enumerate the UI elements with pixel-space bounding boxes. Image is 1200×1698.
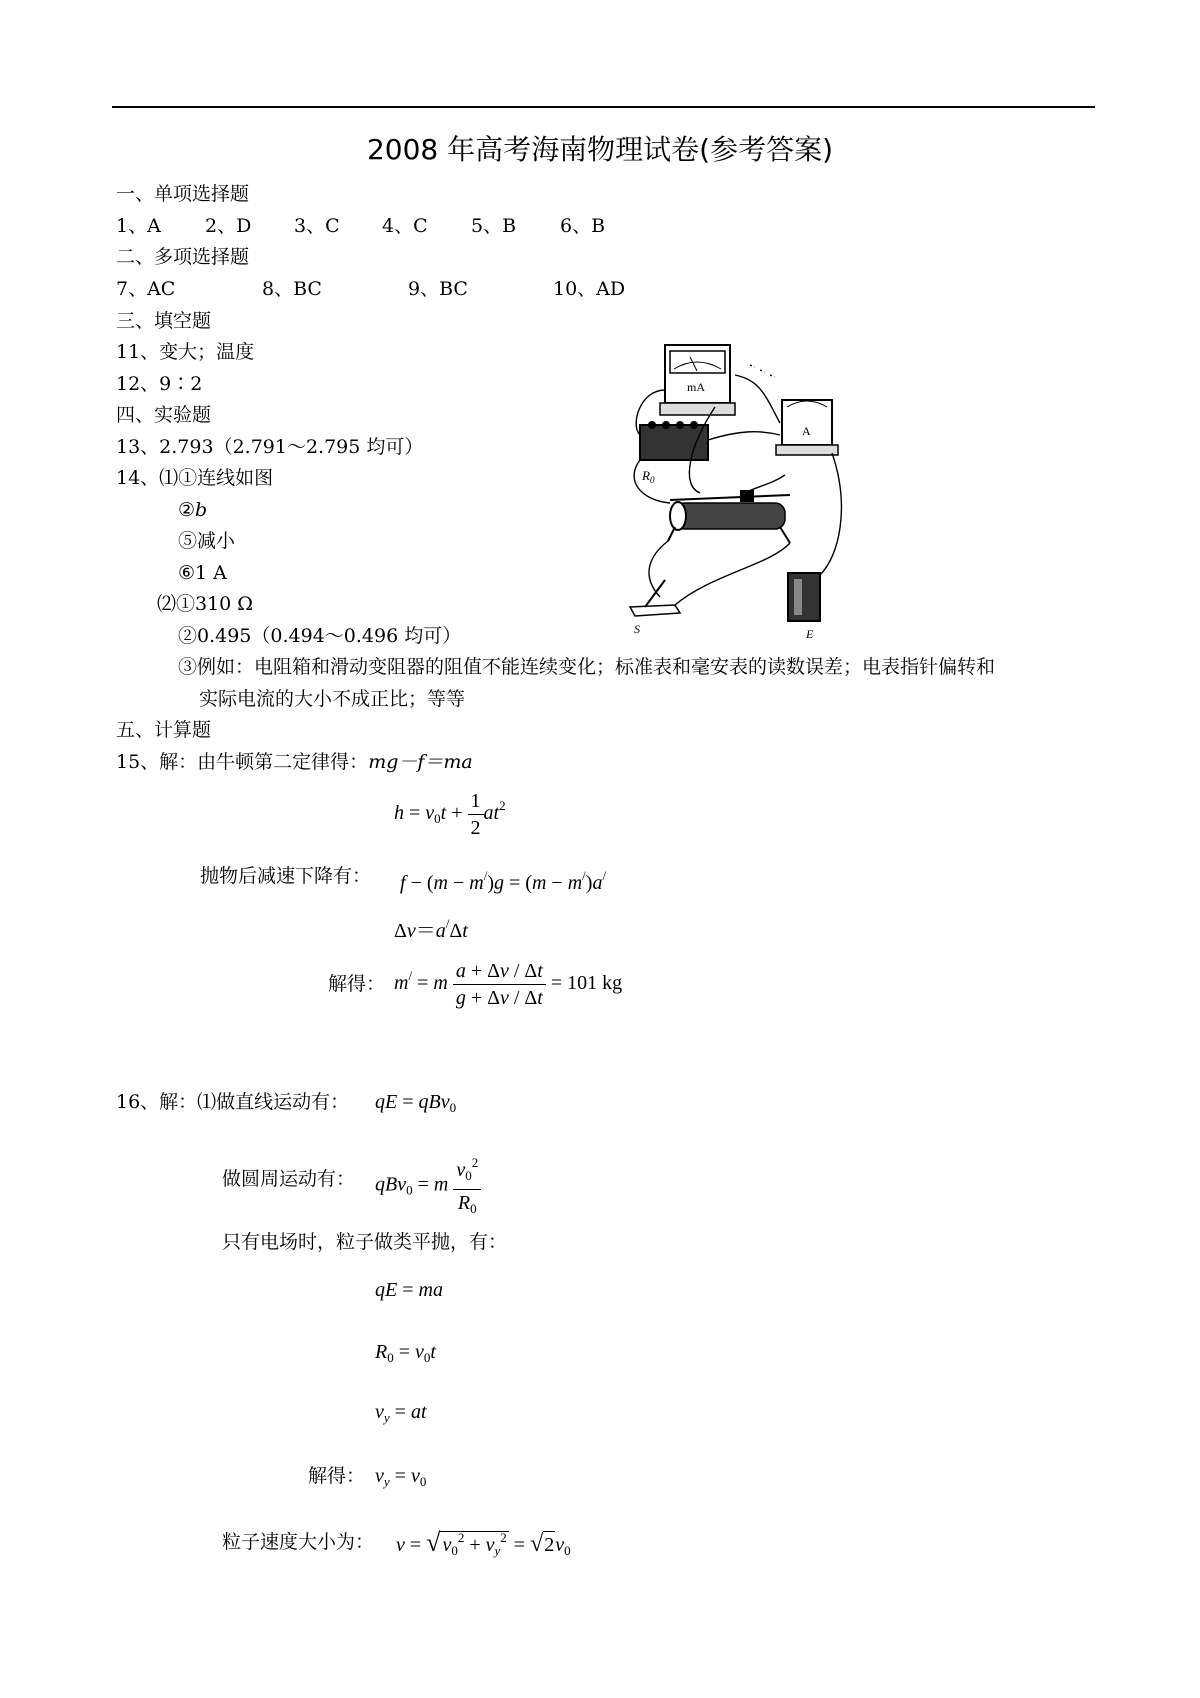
a-label: A [802,424,811,438]
ma-label: mA [687,380,705,394]
answer-11: 11、变大；温度 [116,341,255,363]
answer-2: 2、D [205,215,252,237]
answer-14-part2-1: ⑵①310 Ω [157,593,254,615]
answer-1: 1、A [116,215,161,237]
q15-after-throw: 抛物后减速下降有： [200,865,372,887]
q16-eq-speed: v = √ $v_0^2 + v_y^2 = √2v_0$ [396,1528,571,1558]
e-label: E [806,627,814,641]
section-single-choice: 一、单项选择题 [116,183,250,205]
switch [630,580,680,636]
r0-label: $R_0$ [642,468,655,485]
section-fill: 三、填空题 [116,310,212,332]
answer-10: 10、AD [553,278,626,300]
q16-eq-straight: qE = qBv$_0$ [375,1091,457,1115]
q15-prefix: 15、解：由牛顿第二定律得：mg－f＝ma [116,751,473,773]
section-calc: 五、计算题 [116,719,212,741]
rheostat [668,490,790,543]
top-rule [112,106,1095,108]
answer-8: 8、BC [262,278,322,300]
answer-3: 3、C [294,215,340,237]
q16-only-e: 只有电场时，粒子做类平抛，有： [222,1231,508,1253]
q16-eq-vy-result: $v_y = v_0$ [375,1465,427,1489]
s-label: S [634,622,640,636]
q16-eq-circle: qBv$_0$ = m $\frac{v_0^2}{R_0}$ [375,1150,481,1222]
ammeter [776,400,838,455]
answer-14-2: ②b [178,499,208,521]
answer-7: 7、AC [116,278,176,300]
answer-14-part2-2: ②0.495（0.494～0.496 均可） [178,625,462,647]
resistance-box [640,421,708,485]
answer-14-head: 14、⑴①连线如图 [116,467,274,489]
milliammeter [660,345,735,415]
answer-4: 4、C [382,215,428,237]
q16-eq-qe: qE = ma [375,1279,443,1301]
q16-eq-vy: $v_y$ = at [375,1401,427,1425]
answer-14-5: ⑤减小 [178,530,236,552]
battery [788,573,820,641]
answer-9: 9、BC [408,278,468,300]
q15-eq-h: $h = v_0t$ + $\frac{1}{2}$ $at^2$ [394,790,506,839]
answer-14-part2-3a: ③例如：电阻箱和滑动变阻器的阻值不能连续变化；标准表和毫安表的读数误差；电表指针偏转和 [178,656,996,678]
answer-14-6: ⑥1 A [178,562,227,584]
q15-eq-decel: f − (m − m/)g = (m − m/)a/ [400,868,607,894]
q16-prefix: 16、解：⑴做直线运动有： [116,1091,350,1113]
q16-eq-r0: $R_0 = v_0t$ [375,1341,436,1365]
section-experiment: 四、实验题 [116,404,212,426]
circuit-figure [620,335,850,645]
q16-speed-label: 粒子速度大小为： [222,1531,375,1553]
q16-solve-label: 解得： [308,1465,366,1487]
q15-solve-label: 解得： [328,973,386,995]
q16-circle-label: 做圆周运动有： [222,1168,356,1190]
answer-14-part2-3b: 实际电流的大小不成正比；等等 [199,688,466,710]
page-title: 2008 年高考海南物理试卷(参考答案) [366,133,833,166]
answer-6: 6、B [560,215,606,237]
q15-eq-result: m/ = m $\frac{a + \Delta v / \Delta t}{g + \Delta v / \Delta t}$ = 101 kg [394,960,623,1009]
answer-5: 5、B [471,215,517,237]
q15-eq-dv: Δv＝a/Δt [394,916,468,942]
answer-12: 12、9∶2 [116,373,203,395]
section-multi-choice: 二、多项选择题 [116,246,250,268]
answer-13: 13、2.793（2.791～2.795 均可） [116,436,424,458]
